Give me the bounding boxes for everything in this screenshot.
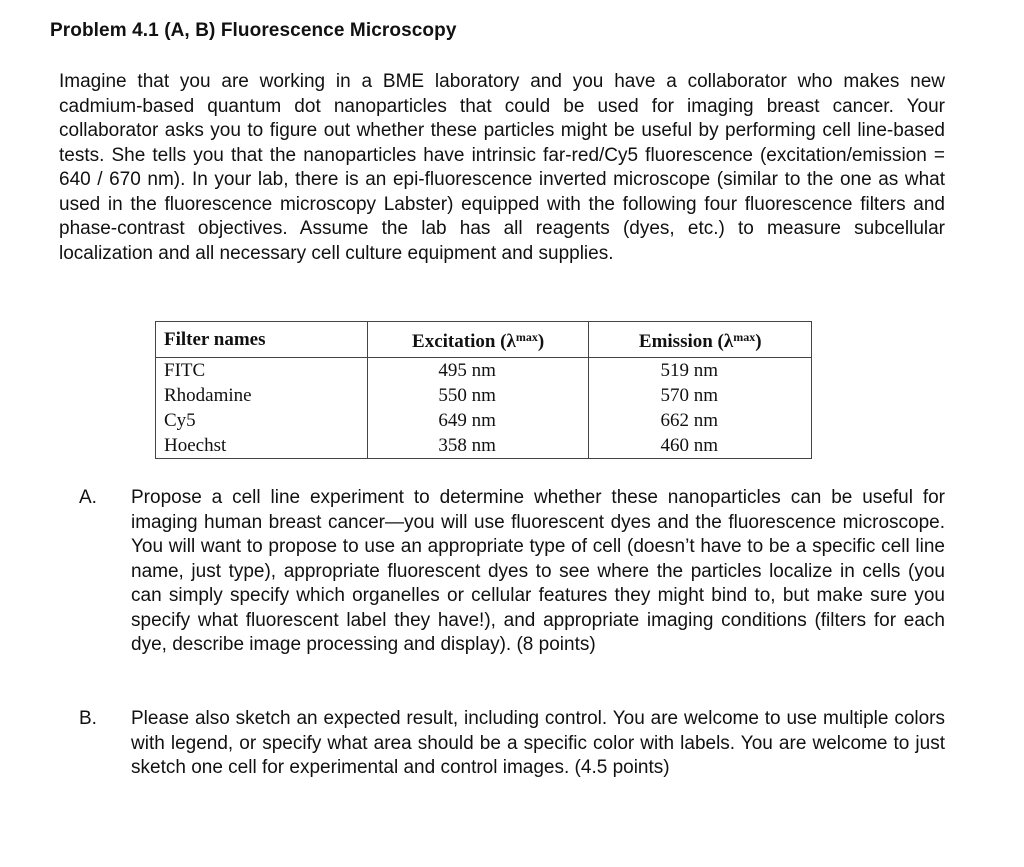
emission-cell: 460 nm xyxy=(589,433,812,459)
filter-table-header-row xyxy=(156,322,812,358)
table-row xyxy=(156,408,812,433)
emission-cell: 570 nm xyxy=(589,383,812,408)
filter-name-cell: Rhodamine xyxy=(156,383,368,408)
header-emission-close: ) xyxy=(755,331,762,352)
question-b xyxy=(59,707,945,781)
table-row xyxy=(156,383,812,408)
header-emission xyxy=(589,322,812,358)
question-b-text: Please also sketch an expected result, including control. You are welcome to use multiple colors with legend, or specify what area should be a specific color with labels. You are welcome to just sketch one cell for experimental and control images. (4.5 points) xyxy=(131,708,945,778)
intro-paragraph: Imagine that you are working in a BME laboratory and you have a collaborator who makes new cadmium-based quantum dot nanoparticles that could be used for imaging breast cancer. Your collaborator asks you to figure out whether these particles might be useful by performing cell line-based tests. She tells you that the nanoparticles have intrinsic far-red/Cy5 fluorescence (excitation/emission = 640 / 670 nm). In your lab, there is an epi-fluorescence inverted microscope (similar to the one as what used in the fluorescence microscopy Labster) equipped with the following four fluorescence filters and phase-contrast objectives. Assume the lab has all reagents (dyes, etc.) to measure subcellular localization and all necessary cell culture equipment and supplies. xyxy=(59,71,945,264)
excitation-cell: 649 nm xyxy=(367,408,589,433)
header-excitation-label: Excitation (λ xyxy=(412,331,516,352)
filter-table xyxy=(155,321,812,459)
excitation-cell: 358 nm xyxy=(367,433,589,459)
question-a xyxy=(59,486,945,658)
question-b-marker: B. xyxy=(79,708,97,729)
filter-name-cell: Cy5 xyxy=(156,408,368,433)
question-a-marker: A. xyxy=(79,487,97,508)
filter-name-cell: FITC xyxy=(156,358,368,384)
header-emission-sup: max xyxy=(733,330,756,344)
header-excitation-close: ) xyxy=(537,331,545,352)
question-a-text: Propose a cell line experiment to determine whether these nanoparticles can be useful for imaging human breast cancer—you will use fluorescent dyes and the fluorescence microscope. You will want to propose to use an appropriate type of cell (doesn’t have to be a specific cell line name, just type), appropriate fluorescent dyes to see where the particles localize in cells (you can simply specify which organelles or cellular features they might bind to, but make sure you specify what fluorescent label they have!), and appropriate imaging conditions (filters for each dye, describe image processing and display). (8 points) xyxy=(131,487,945,655)
header-filter-names: Filter names xyxy=(156,322,368,358)
header-excitation xyxy=(367,322,589,358)
table-row xyxy=(156,433,812,459)
problem-title: Problem 4.1 (A, B) Fluorescence Microscopy xyxy=(50,20,457,41)
emission-cell: 519 nm xyxy=(589,358,812,384)
table-row xyxy=(156,358,812,384)
header-excitation-sup: max xyxy=(515,330,538,344)
filter-name-cell: Hoechst xyxy=(156,433,368,459)
header-emission-label: Emission (λ xyxy=(638,331,734,352)
excitation-cell: 550 nm xyxy=(367,383,589,408)
excitation-cell: 495 nm xyxy=(367,358,589,384)
emission-cell: 662 nm xyxy=(589,408,812,433)
